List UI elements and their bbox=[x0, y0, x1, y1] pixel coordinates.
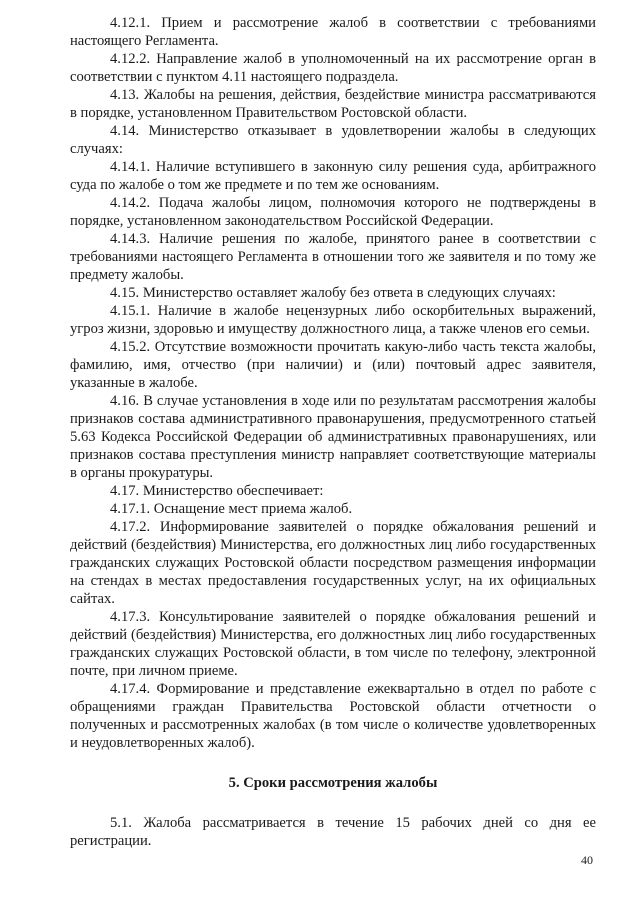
paragraph-4-15-2: 4.15.2. Отсутствие возможности прочитать какую-либо часть текста жалобы, фамилию, имя, отчество (при наличии) и (или) почтовый адрес заявителя, указанные в жалобе. bbox=[70, 339, 596, 391]
page-number: 40 bbox=[581, 853, 593, 867]
paragraph-4-17-4: 4.17.4. Формирование и представление ежеквартально в отдел по работе с обращениями граждан Правительства Ростовской области отчетности о полученных и рассмотренных жалобах (в том числе о количестве удовлетворенных и неудовлетворенных жалоб). bbox=[70, 681, 596, 751]
paragraph-4-15-1: 4.15.1. Наличие в жалобе нецензурных либо оскорбительных выражений, угроз жизни, здоровью и имуществу должностного лица, а также членов его семьи. bbox=[70, 303, 596, 337]
paragraph-4-15: 4.15. Министерство оставляет жалобу без ответа в следующих случаях: bbox=[110, 285, 556, 301]
paragraph-4-14: 4.14. Министерство отказывает в удовлетворении жалобы в следующих случаях: bbox=[70, 123, 596, 157]
page-body bbox=[70, 14, 596, 850]
paragraph-4-17-2: 4.17.2. Информирование заявителей о порядке обжалования решений и действий (бездействия) Министерства, его должностных лиц либо государственных гражданских служащих Ростовской области посредством размещения информации на стендах в местах предоставления государственных услуг, на их официальных сайтах. bbox=[70, 519, 596, 607]
paragraph-4-17-1: 4.17.1. Оснащение мест приема жалоб. bbox=[110, 501, 353, 517]
paragraph-4-16: 4.16. В случае установления в ходе или по результатам рассмотрения жалобы признаков состава административного правонарушения, предусмотренного статьей 5.63 Кодекса Российской Федерации об административных правонарушениях, или признаков состава преступления министр направляет соответствующие материалы в органы прокуратуры. bbox=[70, 393, 596, 481]
paragraph-4-12-1: 4.12.1. Прием и рассмотрение жалоб в соответствии с требованиями настоящего Регламента. bbox=[70, 15, 596, 49]
paragraph-4-12-2: 4.12.2. Направление жалоб в уполномоченный на их рассмотрение орган в соответствии с пунктом 4.11 настоящего подраздела. bbox=[70, 51, 596, 85]
paragraph-4-14-2: 4.14.2. Подача жалобы лицом, полномочия которого не подтверждены в порядке, установленном законодательством Российской Федерации. bbox=[70, 195, 596, 229]
paragraph-4-17-3: 4.17.3. Консультирование заявителей о порядке обжалования решений и действий (бездействия) Министерства, его должностных лиц либо государственных гражданских служащих Ростовской области, в том числе по телефону, электронной почте, при личном приеме. bbox=[70, 609, 596, 679]
paragraph-4-13: 4.13. Жалобы на решения, действия, бездействие министра рассматриваются в порядке, установленном Правительством Ростовской области. bbox=[70, 87, 596, 121]
section-heading: 5. Сроки рассмотрения жалобы bbox=[228, 775, 438, 791]
paragraph-4-17: 4.17. Министерство обеспечивает: bbox=[110, 483, 324, 499]
paragraph-5-1: 5.1. Жалоба рассматривается в течение 15 рабочих дней со дня ее регистрации. bbox=[70, 815, 596, 849]
paragraph-4-14-3: 4.14.3. Наличие решения по жалобе, принятого ранее в соответствии с требованиями настоящего Регламента в отношении того же заявителя и по тому же предмету жалобы. bbox=[70, 231, 596, 283]
paragraph-4-14-1: 4.14.1. Наличие вступившего в законную силу решения суда, арбитражного суда по жалобе о том же предмете и по тем же основаниям. bbox=[70, 159, 596, 193]
